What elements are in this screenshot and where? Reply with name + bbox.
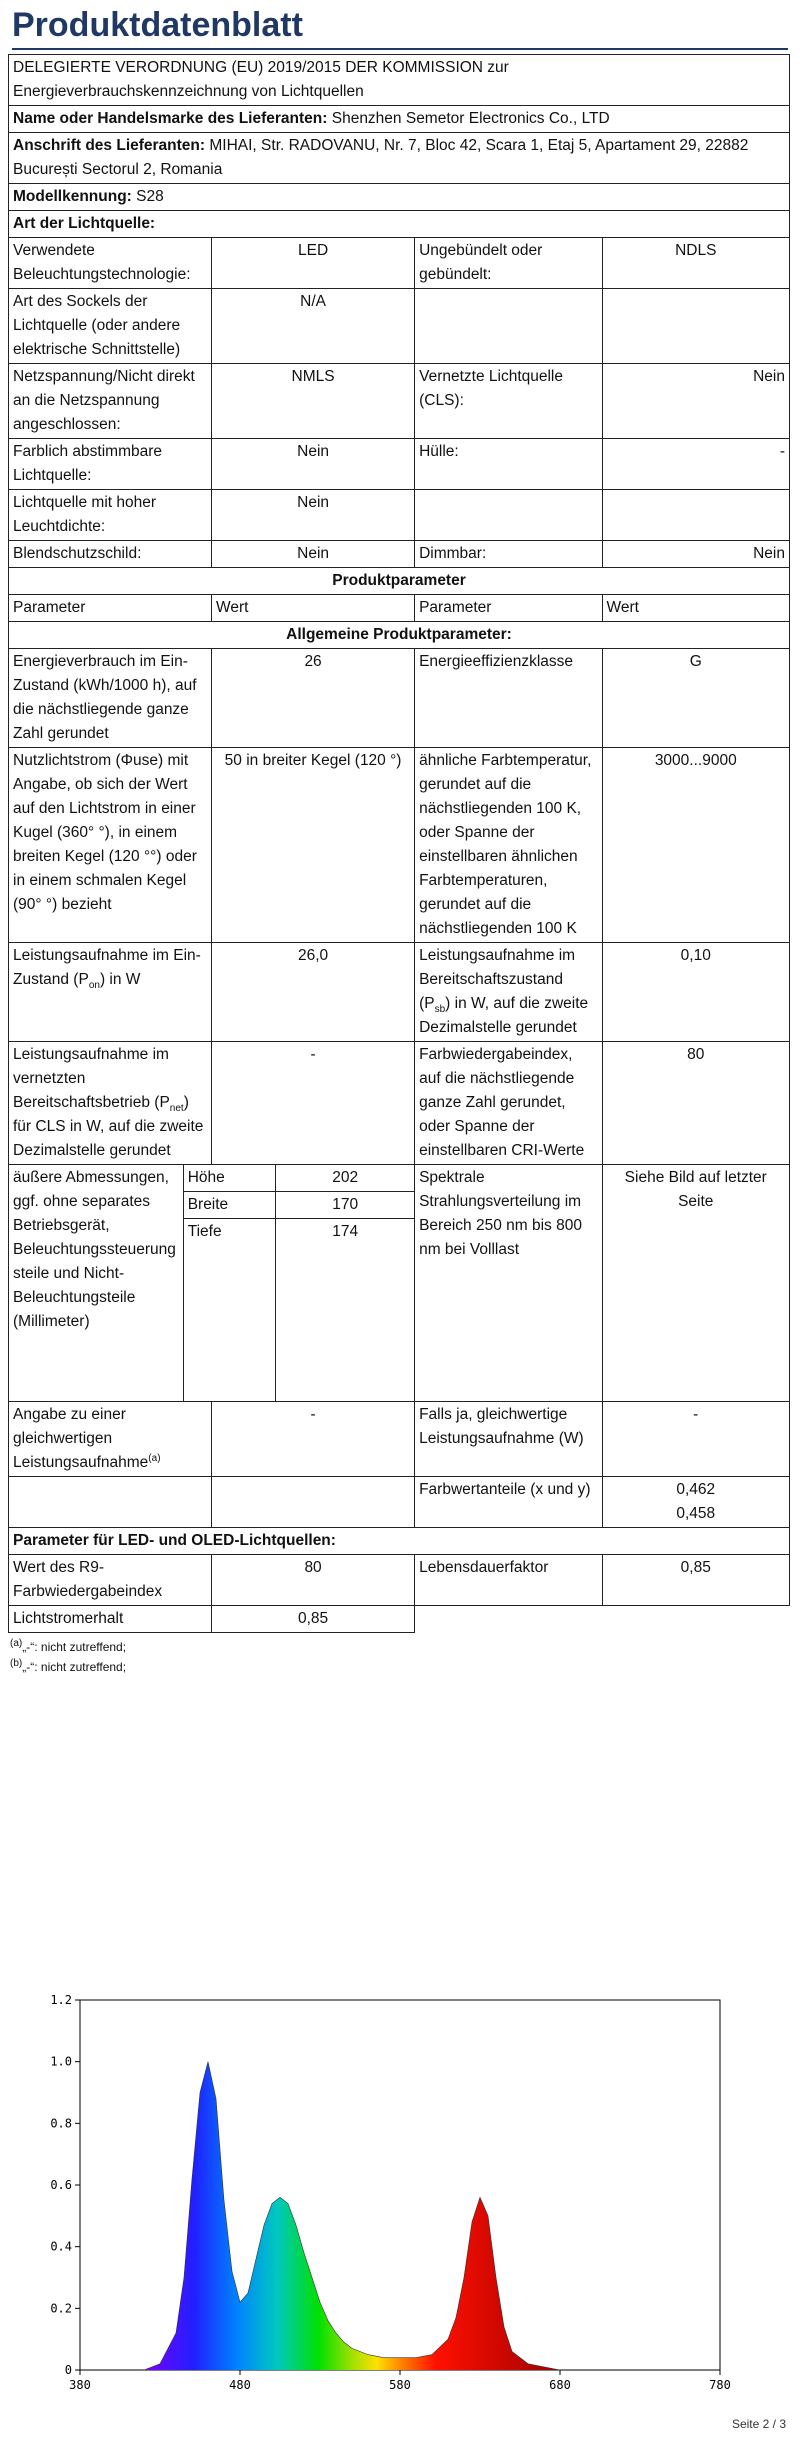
footnote-a: $^{(a)}$„-“: nicht zutreffend; — [10, 1638, 127, 1654]
ifyes-value: - — [602, 1402, 789, 1477]
col-value-header: Wert — [602, 595, 789, 622]
survival-label: Lebensdauerfaktor — [415, 1555, 602, 1606]
page-title: Produktdatenblatt — [12, 6, 788, 50]
empty-cell — [415, 490, 602, 541]
equiv-value: - — [212, 1402, 415, 1477]
datasheet-table — [8, 54, 790, 1633]
focus-label: Ungebündelt oder gebündelt: — [415, 238, 602, 289]
psb-label: Leistungsaufnahme im Bereitschaftszustand $(P_{sb})$ in W, auf die zweite Dezimalstelle gerundet — [415, 943, 602, 1042]
dimmable-label: Dimmbar: — [415, 541, 602, 568]
pon-value: 26,0 — [212, 943, 415, 1042]
pnet-label: Leistungsaufnahme im vernetzten Bereitschaftsbetrieb $(P_{net})$ für CLS in W, auf die zweite Dezimalstelle gerundet — [9, 1042, 212, 1165]
footnote-b: $^{(b)}$„-“: nicht zutreffend; — [10, 1658, 127, 1674]
chroma-x: 0,462 — [676, 1481, 716, 1498]
supplier-name-label: Name oder Handelsmarke des Lieferanten: — [13, 110, 328, 127]
light-source-type-header: Art der Lichtquelle: — [9, 211, 790, 238]
maintenance-value: 0,85 — [212, 1606, 415, 1633]
psb-value: 0,10 — [602, 943, 789, 1042]
r9-value: 80 — [212, 1555, 415, 1606]
col-value-header: Wert — [212, 595, 415, 622]
regulation-line-1: DELEGIERTE VERORDNUNG (EU) 2019/2015 DER KOMMISSION zur — [13, 59, 509, 76]
r9-label: Wert des R9-Farbwiedergabeindex — [9, 1555, 212, 1606]
footnotes — [10, 1637, 788, 1677]
dimensions-label: äußere Abmessungen, ggf. ohne separates Betriebsgerät, Beleuchtungssteuerungsteile und Nicht-Beleuchtungsteile (Millimeter) — [9, 1165, 183, 1401]
chroma-value — [602, 1477, 789, 1528]
cri-value: 80 — [602, 1042, 789, 1165]
datasheet-page — [8, 0, 788, 1677]
pon-label: Leistungsaufnahme im Ein-Zustand $(P_{on})$ in W — [9, 943, 212, 1042]
tech-value: LED — [212, 238, 415, 289]
regulation-line-2: Energieverbrauchskennzeichnung von Lichtquellen — [13, 83, 364, 100]
regulation-cell — [9, 55, 790, 106]
high-luminance-value: Nein — [212, 490, 415, 541]
y-tick-label: 1.2 — [50, 1993, 72, 2007]
x-tick-label: 380 — [69, 2378, 91, 2392]
cls-value: Nein — [602, 364, 789, 439]
envelope-value: - — [602, 439, 789, 490]
mains-label: Netzspannung/Nicht direkt an die Netzspannung angeschlossen: — [9, 364, 212, 439]
maintenance-label: Lichtstromerhalt — [9, 1606, 212, 1633]
pnet-value: - — [212, 1042, 415, 1165]
cct-value: 3000...9000 — [602, 748, 789, 943]
y-tick-label: 0.8 — [50, 2116, 72, 2131]
spectrum-axes — [50, 1993, 731, 2392]
y-tick-label: 0.6 — [50, 2178, 72, 2192]
cct-label: ähnliche Farbtemperatur, gerundet auf die nächstliegenden 100 K, oder Spanne der einstellbaren ähnlichen Farbtemperaturen, gerundet auf die nächstliegenden 100 K — [415, 748, 602, 943]
height-value: 202 — [276, 1165, 414, 1192]
flux-label: Nutzlichtstrom (Φuse) mit Angabe, ob sich der Wert auf den Lichtstrom in einer Kugel (360° °), in einem breiten Kegel (120 °°) oder in einem schmalen Kegel (90° °) bezieht — [9, 748, 212, 943]
spectrum-area — [144, 2062, 560, 2370]
flux-value: 50 in breiter Kegel (120 °) — [212, 748, 415, 943]
equiv-label: Angabe zu einer gleichwertigen Leistungsaufnahme$^{(a)}$ — [9, 1402, 212, 1477]
led-params-header: Parameter für LED- und OLED-Lichtquellen: — [9, 1528, 790, 1555]
y-tick-label: 1.0 — [50, 2054, 72, 2069]
empty-cell — [9, 1477, 212, 1528]
spectrum-svg — [20, 1980, 740, 2410]
envelope-label: Hülle: — [415, 439, 602, 490]
spd-value: Siehe Bild auf letzter Seite — [602, 1165, 789, 1402]
tech-label: Verwendete Beleuchtungstechnologie: — [9, 238, 212, 289]
survival-value: 0,85 — [602, 1555, 789, 1606]
width-label: Breite — [187, 1196, 229, 1213]
cap-value: N/A — [212, 289, 415, 364]
supplier-name-value: Shenzhen Semetor Electronics Co., LTD — [331, 110, 610, 127]
address-value: MIHAI, Str. RADOVANU, Nr. 7, Bloc 42, Scara 1, Etaj 5, Apartament 29, 22882 București Sectorul 2, Romania — [13, 137, 749, 178]
dimensions-cell — [9, 1165, 415, 1402]
y-tick-label: 0.4 — [50, 2239, 72, 2254]
x-tick-label: 580 — [389, 2378, 411, 2392]
energy-value: 26 — [212, 649, 415, 748]
address-cell — [9, 133, 790, 184]
height-label: Höhe — [187, 1169, 225, 1186]
depth-label: Tiefe — [187, 1223, 222, 1240]
focus-value: NDLS — [602, 238, 789, 289]
cls-label: Vernetzte Lichtquelle (CLS): — [415, 364, 602, 439]
model-value: S28 — [136, 188, 164, 205]
dimensions-table — [9, 1165, 414, 1401]
plot-frame — [80, 2000, 720, 2370]
model-cell — [9, 184, 790, 211]
energy-class-value: G — [602, 649, 789, 748]
depth-value: 174 — [276, 1219, 414, 1402]
address-label: Anschrift des Lieferanten: — [13, 137, 206, 154]
product-params-header: Produktparameter — [9, 568, 790, 595]
energy-label: Energieverbrauch im Ein-Zustand (kWh/1000 h), auf die nächstliegende ganze Zahl gerundet — [9, 649, 212, 748]
y-tick-label: 0 — [64, 2363, 72, 2377]
spectrum-chart — [20, 1980, 740, 2410]
x-tick-label: 780 — [709, 2378, 731, 2392]
y-tick-label: 0.2 — [50, 2301, 72, 2316]
shield-value: Nein — [212, 541, 415, 568]
x-tick-label: 680 — [549, 2378, 571, 2392]
mains-value: NMLS — [212, 364, 415, 439]
empty-cell — [415, 289, 602, 364]
general-params-header: Allgemeine Produktparameter: — [9, 622, 790, 649]
x-tick-label: 480 — [229, 2378, 251, 2392]
empty-cell — [602, 490, 789, 541]
chroma-label: Farbwertanteile (x und y) — [415, 1477, 602, 1528]
model-label: Modellkennung: — [13, 188, 132, 205]
tunable-label: Farblich abstimmbare Lichtquelle: — [9, 439, 212, 490]
col-param-header: Parameter — [415, 595, 602, 622]
col-param-header: Parameter — [9, 595, 212, 622]
ifyes-label: Falls ja, gleichwertige Leistungsaufnahme (W) — [415, 1402, 602, 1477]
cap-label: Art des Sockels der Lichtquelle (oder andere elektrische Schnittstelle) — [9, 289, 212, 364]
energy-class-label: Energieeffizienzklasse — [415, 649, 602, 748]
cri-label: Farbwiedergabeindex, auf die nächstliegende ganze Zahl gerundet, oder Spanne der einstellbaren CRI-Werte — [415, 1042, 602, 1165]
empty-cell — [212, 1477, 415, 1528]
tunable-value: Nein — [212, 439, 415, 490]
width-value: 170 — [276, 1192, 414, 1219]
shield-label: Blendschutzschild: — [9, 541, 212, 568]
dimmable-value: Nein — [602, 541, 789, 568]
chroma-y: 0,458 — [676, 1505, 716, 1522]
empty-cell — [602, 289, 789, 364]
spd-label: Spektrale Strahlungsverteilung im Bereich 250 nm bis 800 nm bei Volllast — [415, 1165, 602, 1402]
supplier-name-cell — [9, 106, 790, 133]
page-number: Seite 2 / 3 — [731, 2417, 786, 2431]
high-luminance-label: Lichtquelle mit hoher Leuchtdichte: — [9, 490, 212, 541]
